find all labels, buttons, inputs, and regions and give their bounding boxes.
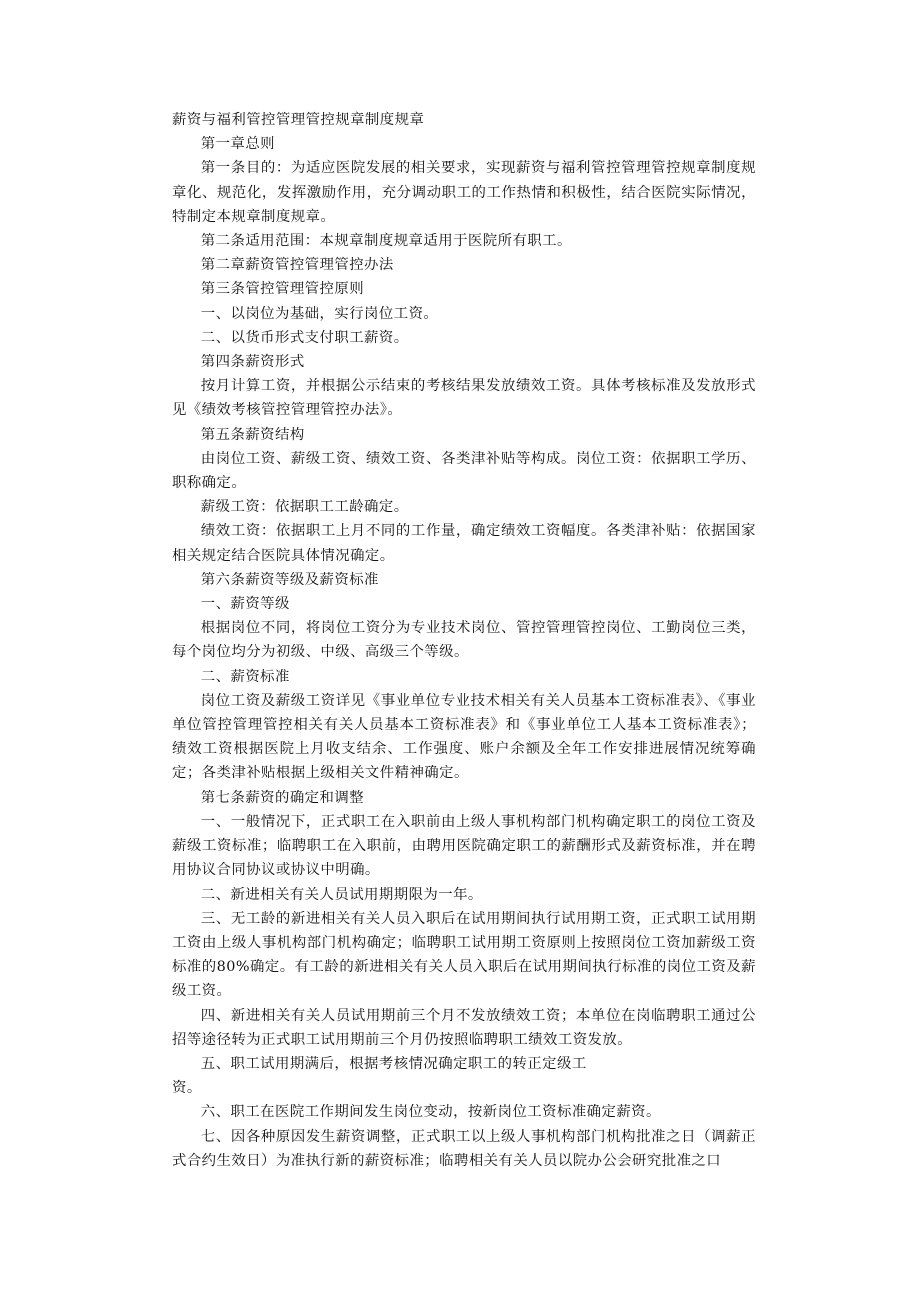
paragraph: 按月计算工资，并根据公示结束的考核结果发放绩效工资。具体考核标准及发放形式见《绩效考核管控管理管控办法》。 bbox=[172, 378, 756, 419]
paragraph: 二、新进相关有关人员试用期期限为一年。 bbox=[200, 886, 483, 903]
document-title: 薪资与福利管控管理管控规章制度规章 bbox=[172, 112, 425, 128]
paragraph: 由岗位工资、薪级工资、绩效工资、各类津补贴等构成。岗位工资：依据职工学历、职称确定。 bbox=[172, 450, 756, 492]
paragraph: 岗位工资及薪级工资详见《事业单位专业技术相关有关人员基本工资标准表》、《事业单位管控管理管控相关有关人员基本工资标准表》和《事业单位工人基本工资标准表》；绩效工资根据医院上月收支结余、工作强度、账户余额及全年工作安排进展情况统筹确定；各类津补贴根据上级相关文件精神确定。 bbox=[172, 692, 756, 782]
paragraph: 三、无工龄的新进相关有关人员入职后在试用期间执行试用期工资，正式职工试用期工资由上级人事机构部门机构确定；临聘职工试用期工资原则上按照岗位工资加薪级工资标准的80%确定。有工龄的新进相关有关人员入职后在试用期间执行标准的岗位工资及薪级工资。 bbox=[172, 910, 756, 1000]
paragraph: 六、职工在医院工作期间发生岗位变动，按新岗位工资标准确定薪资。 bbox=[200, 1104, 661, 1121]
paragraph: 四、新进相关有关人员试用期前三个月不发放绩效工资；本单位在岗临聘职工通过公招等途径转为正式职工试用期前三个月仍按照临聘职工绩效工资发放。 bbox=[172, 1007, 756, 1048]
article-heading: 第四条薪资形式 bbox=[200, 354, 305, 371]
paragraph: 薪级工资：依据职工工龄确定。 bbox=[200, 499, 409, 516]
paragraph: 一、以岗位为基础，实行岗位工资。 bbox=[200, 305, 439, 322]
paragraph: 根据岗位不同，将岗位工资分为专业技术岗位、管控管理管控岗位、工勤岗位三类，每个岗位均分为初级、中级、高级三个等级。 bbox=[172, 620, 756, 661]
chapter-heading: 第一章总则 bbox=[200, 136, 276, 153]
paragraph: 七、因各种原因发生薪资调整，正式职工以上级人事机构部门机构批准之日（调薪正式合约生效日）为准执行新的薪资标准；临聘相关有关人员以院办公会研究批准之口 bbox=[172, 1128, 756, 1169]
section-heading: 二、薪资标准 bbox=[200, 668, 290, 685]
article-heading: 第五条薪资结构 bbox=[200, 426, 305, 443]
chapter-heading: 第二章薪资管控管理管控办法 bbox=[200, 257, 394, 274]
paragraph: 一、一般情况下，正式职工在入职前由上级人事机构部门机构确定职工的岗位工资及薪级工资标准；临聘职工在入职前，由聘用医院确定职工的薪酬形式及薪资标准，并在聘用协议合同协议或协议中明确。 bbox=[172, 813, 756, 879]
paragraph: 绩效工资：依据职工上月不同的工作量，确定绩效工资幅度。各类津补贴：依据国家相关规定结合医院具体情况确定。 bbox=[172, 523, 756, 564]
paragraph: 二、以货币形式支付职工薪资。 bbox=[200, 329, 409, 346]
article-heading: 第六条薪资等级及薪资标准 bbox=[200, 571, 379, 588]
article-heading: 第三条管控管理管控原则 bbox=[200, 281, 365, 298]
paragraph-continuation: 资。 bbox=[172, 1080, 202, 1097]
paragraph: 五、职工试用期满后，根据考核情况确定职工的转正定级工 bbox=[200, 1055, 587, 1072]
document-page bbox=[172, 108, 756, 1173]
paragraph: 第二条适用范围：本规章制度规章适用于医院所有职工。 bbox=[200, 233, 572, 250]
section-heading: 一、薪资等级 bbox=[200, 596, 290, 613]
article-heading: 第七条薪资的确定和调整 bbox=[200, 789, 365, 806]
paragraph: 第一条目的：为适应医院发展的相关要求，实现薪资与福利管控管理管控规章制度规章化、规范化，发挥激励作用，充分调动职工的工作热情和积极性，结合医院实际情况，特制定本规章制度规章。 bbox=[172, 160, 756, 225]
